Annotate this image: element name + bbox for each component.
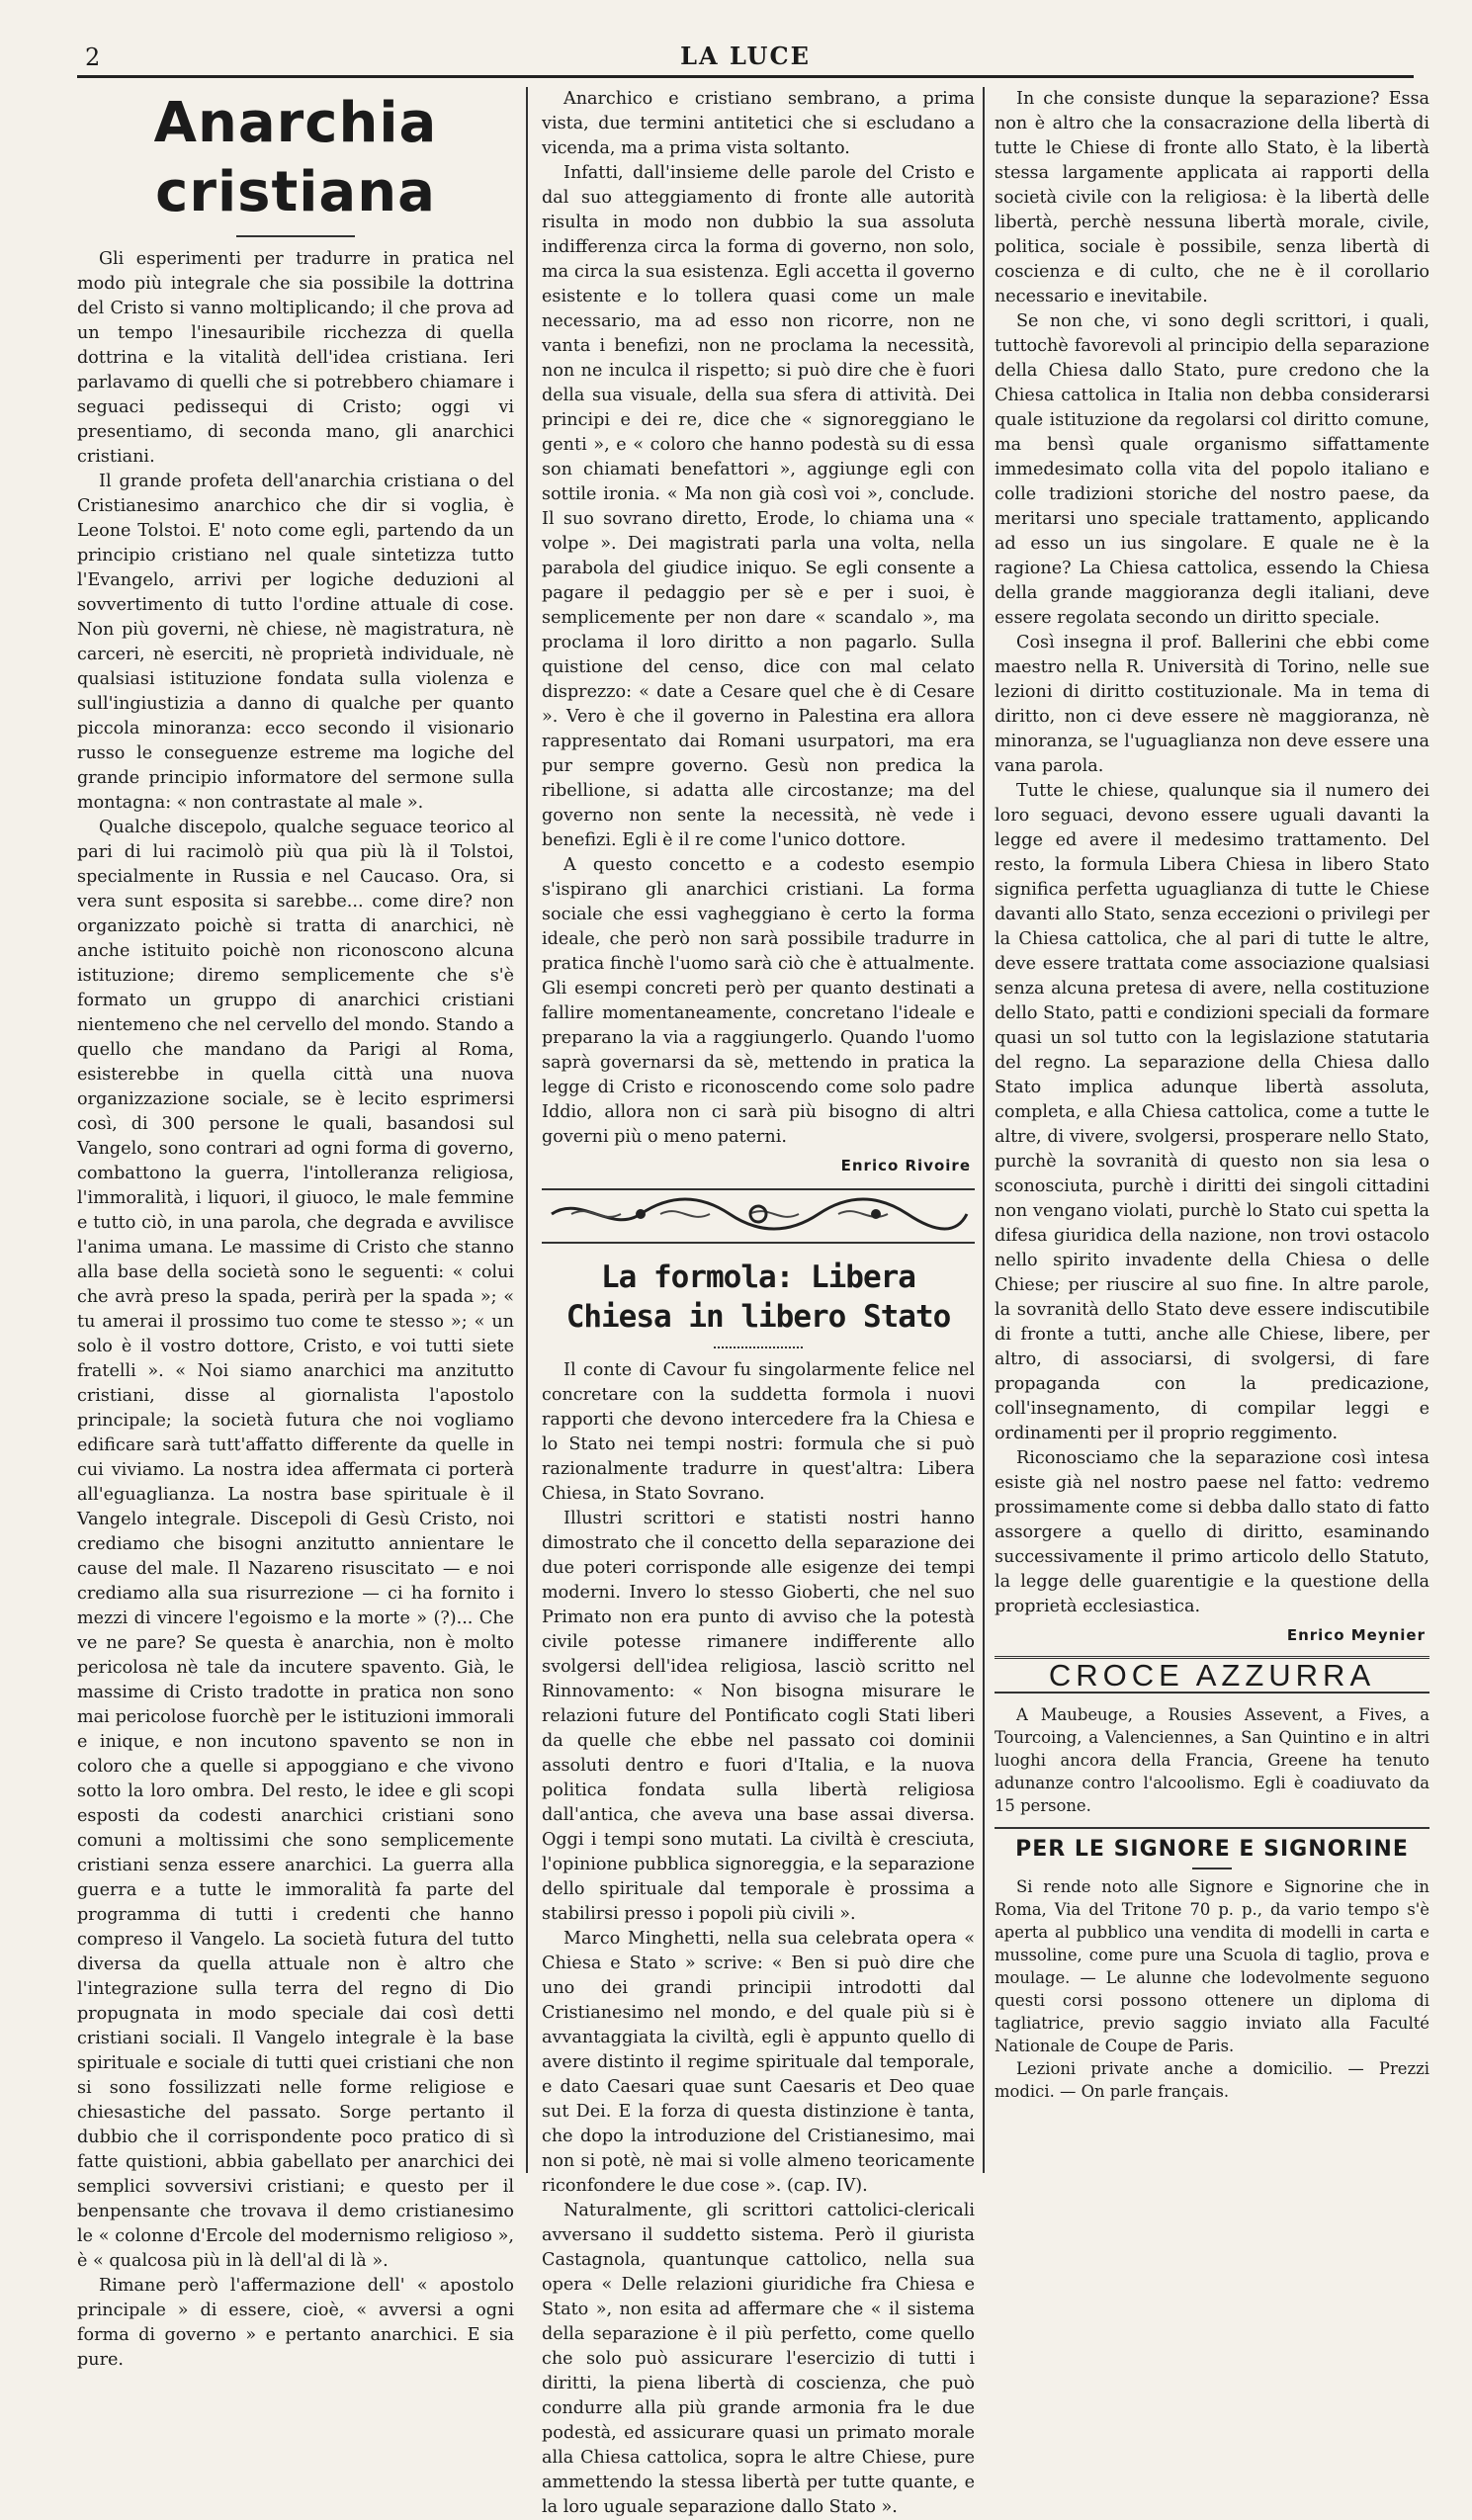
notice-title: PER LE SIGNORE E SIGNORINE — [995, 1827, 1429, 1862]
article-title: La formola: Libera Chiesa in libero Stato — [565, 1260, 951, 1335]
paragraph: Il conte di Cavour fu singolarmente felice nel concretare con la suddetta formola i nuovi rapporti che devono intercedere fra la Chiesa e lo Stato nei tempi nostri: formula che si può razionalmente tradurre in quest'altra: Libera Chiesa, in Stato Sovrano. — [542, 1360, 975, 1504]
signature: Enrico Rivoire — [840, 1157, 971, 1174]
ornament-divider — [542, 1188, 975, 1244]
paragraph: Se non che, vi sono degli scrittori, i quali, tuttochè favorevoli al principio della separazione della Chiesa dallo Stato, pure credono che la Chiesa cattolica in Italia non debba considerarsi quale istituzione da regolarsi col diritto comune, ma bensì quale organismo siffattamente immedesimato colla vita del popolo italiano e colle tradizioni storiche del nostro paese, da meritarsi uno speciale trattamento, applicando ad esso un ius singolare. E quale ne è la ragione? La Chiesa cattolica, essendo la Chiesa della grande maggioranza degli italiani, deve essere regolata secondo un diritto speciale. — [995, 311, 1429, 628]
column-divider — [526, 87, 528, 2173]
paragraph: Tutte le chiese, qualunque sia il numero dei loro seguaci, devono essere uguali davanti la legge ed avere il medesimo trattamento. Del resto, la formula Libera Chiesa in libero Stato significa perfetta uguaglianza di tutte le Chiese davanti allo Stato, senza eccezioni o privilegi per la Chiesa cattolica, che al pari di tutte le altre, deve essere trattata come associazione qualsiasi senza alcuna pretesa di avere, nella costituzione dello Stato, patti e condizioni speciali da formare quasi un sol tutto con la legislazione statutaria del regno. La separazione della Chiesa dallo Stato implica adunque libertà assoluta, completa, e alla Chiesa cattolica, come a tutte le altre, di vivere, svolgersi, prosperare nello Stato, purchè la sovranità di questo non sia lesa o sconosciuta, purchè i diritti dei singoli cittadini non vengano violati, purchè lo Stato cui spetta la difesa giuridica della nazione, non trovi ostacolo nello spirito invadente della Chiesa o delle Chiese; per riuscire al suo fine. In altre parole, la sovranità dello Stato deve essere indiscutibile di fronte a tutti, anche alle Chiese, libere, per altro, di associarsi, di svolgersi, di fare propaganda con la predicazione, coll'insegnamento, di compilar leggi e ordinamenti per il proprio reggimento. — [995, 781, 1429, 1443]
paragraph: Così insegna il prof. Ballerini che ebbi come maestro nella R. Università di Torino, nelle sue lezioni di diritto costituzionale. Ma in tema di diritto, non ci deve essere nè maggioranza, nè minoranza, se l'uguaglianza non deve essere una vana parola. — [995, 633, 1429, 776]
notice-text: A Maubeuge, a Rousies Assevent, a Fives, a Tourcoing, a Valenciennes, a San Quintino e in altri luoghi ancora della Francia, Greene ha tenuto adunanze contro l'alcoolismo. Egli è coadiuvato da 15 persone. — [995, 1705, 1429, 1815]
scroll-ornament-icon — [542, 1190, 975, 1238]
paragraph: In che consiste dunque la separazione? Essa non è altro che la consacrazione della libertà di tutte le Chiese di fronte allo Stato, è la libertà stessa largamente applicata ai rapporti della società civile con la religiosa: è la libertà delle libertà, perchè nessuna libertà morale, civile, politica, sociale è possibile, senza libertà di coscienza e di culto, che ne è il corollario necessario e inevitabile. — [995, 89, 1429, 306]
paragraph: Illustri scrittori e statisti nostri hanno dimostrato che il concetto della separazione dei due poteri corrisponde alle esigenze dei tempi moderni. Invero lo stesso Gioberti, che nel suo Primato non era punto di avviso che la potestà civile potesse rimanere indifferente allo svolgersi dell'idea religiosa, lasciò scritto nel Rinnovamento: « Non bisogna misurare le relazioni future del Pontificato cogli Stati liberi da quelle che ebbe nel passato coi dominii assoluti dentro e fuori d'Italia, e la nuova politica fondata sulla libertà religiosa dall'antica, che aveva una base assai diversa. Oggi i tempi sono mutati. La civiltà è cresciuta, l'opinione pubblica signoreggia, e la separazione dello spirituale dal temporale è prossima a stabilirsi presso i popoli più civili ». — [542, 1509, 975, 1924]
page-number: 2 — [85, 43, 101, 71]
paragraph: Riconosciamo che la separazione così intesa esiste già nel nostro paese nel fatto: vedremo prossimamente come si debba dallo stato di fatto assorgere a quello di diritto, esaminando successivamente il primo articolo dello Statuto, la legge delle guarentigie e la questione della proprietà ecclesiastica. — [995, 1448, 1429, 1616]
column-1 — [77, 87, 514, 2370]
signature: Enrico Meynier — [1286, 1626, 1426, 1644]
column-3 — [995, 87, 1429, 2173]
title-rule — [1192, 1868, 1232, 1869]
masthead: LA LUCE — [680, 42, 811, 70]
title-rule — [236, 227, 355, 237]
paragraph: Marco Minghetti, nella sua celebrata opera « Chiesa e Stato » scrive: « Ben si può dire che uno dei grandi principii introdotti dal Cristianesimo nel mondo, e del quale più si è avvantaggiata la civiltà, egli è appunto quello di avere distinto il regime spirituale dal temporale, e dato Caesari quae sunt Caesaris et Deo quae sut Dei. E la forza di questa distinzione è tanta, che dopo la introduzione del Cristianesimo, mai non si potè, nè mai si volle almeno teoricamente riconfondere le due cose ». (cap. IV). — [542, 1929, 975, 2196]
notice-text: Si rende noto alle Signore e Signorine che in Roma, Via del Tritone 70 p. p., da vario tempo s'è aperta al pubblico una vendita di modelli in carta e mussoline, come pure una Scuola di taglio, prova e moulage. — Le alunne che lodevolmente seguono questi corsi possono ottenere un diploma di tagliatrice, previo saggio inviato alla Faculté Nationale de Coupe de Paris. — [995, 1877, 1429, 2055]
paragraph: Anarchico e cristiano sembrano, a prima vista, due termini antitetici che si escludano a vicenda, ma a prima vista soltanto. — [542, 89, 975, 158]
paragraph: Gli esperimenti per tradurre in pratica nel modo più integrale che sia possibile la dottrina del Cristo si vanno moltiplicando; il che prova ad un tempo l'inesauribile ricchezza di quella dottrina e la vitalità dell'idea cristiana. Ieri parlavamo di quelli che si potrebbero chiamare i seguaci pedissequi di Cristo; oggi vi presentiamo, di seconda mano, gli anarchici cristiani. — [77, 249, 514, 467]
paragraph: Il grande profeta dell'anarchia cristiana o del Cristianesimo anarchico che dir si voglia, è Leone Tolstoi. E' noto come egli, partendo da un principio cristiano nel quale sintetizza tutto l'Evangelo, arrivi per logiche deduzioni al sovvertimento di tutto l'ordine attuale di cose. Non più governi, nè chiese, nè magistratura, nè carceri, nè eserciti, nè proprietà individuale, nè qualsiasi istituzione fondata sulla violenza e sull'ingiustizia a danno di qualche per quanto piccola minoranza: ecco secondo il visionario russo le conseguenze estreme ma logiche del grande principio informatore del sermone sulla montagna: « non contrastate al male ». — [77, 472, 514, 813]
column-2 — [542, 87, 975, 2517]
paragraph: Naturalmente, gli scrittori cattolici-clericali avversano il suddetto sistema. Però il giurista Castagnola, quantunque cattolico, nella sua opera « Delle relazioni giuridiche fra Chiesa e Stato », non esita ad affermare che « il sistema della separazione è il più perfetto, come quello che solo può assicurare l'esercizio di tutti i diritti, la piena libertà di coscienza, che può condurre alla più grande armonia fra le due podestà, ed assicurare quasi un primato morale alla Chiesa cattolica, sopra le altre Chiese, pure ammettendo la stessa libertà per tutte quante, e la loro uguale separazione dallo Stato ». — [542, 2201, 975, 2517]
paragraph: Infatti, dall'insieme delle parole del Cristo e dal suo atteggiamento di fronte alle autorità risulta in modo non dubbio la sua assoluta indifferenza circa la forma di governo, non solo, ma circa la sua esistenza. Egli accetta il governo esistente e lo tollera quasi come un male necessario, ma ad esso non ricorre, non ne vanta i benefizi, non ne proclama la necessità, non ne inculca il rispetto; si può dire che è fuori della sua visuale, della sua sfera di attività. Dei principi e dei re, dice che « signoreggiano le genti », e « coloro che hanno podestà su di essa son chiamati benefattori », aggiunge egli con sottile ironia. « Ma non già così voi », conclude. Il suo sovrano diretto, Erode, lo chiama una « volpe ». Dei magistrati parla una volta, nella parabola del giudice iniquo. Se egli consente a pagare il pedaggio per sè e per i suoi, è semplicemente per non dare « scandalo », ma proclama il loro diritto a non pagarlo. Sulla quistione del censo, dice con mal celato disprezzo: « date a Cesare quel che è di Cesare ». Vero è che il governo in Palestina era allora rappresentato dai Romani usurpatori, ma era pur sempre governo. Gesù non predica la ribellione, si adatta alle circostanze; ma del governo non sente la necessità, nè vede i benefizi. Egli è il re come l'unico dottore. — [542, 163, 975, 850]
paragraph: Qualche discepolo, qualche seguace teorico al pari di lui racimolò più qua più là il Tolstoi, specialmente in Russia e nel Caucaso. Ora, si vera sunt esposita si sarebbe... come dire? non organizzato poichè si tratta di anarchici, nè anche istituito poichè non riconoscono alcuna istituzione; diremo semplicemente che s'è formato un gruppo di anarchici cristiani nientemeno che nel cervello del mondo. Stando a quello che mandano da Parigi al Roma, esisterebbe in quella città una nuova organizzazione sociale, se è lecito esprimersi così, di 300 persone le quali, basandosi sul Vangelo, sono contrari ad ogni forma di governo, combattono la guerra, l'intolleranza religiosa, l'immoralità, i liquori, il giuoco, le male femmine e tutto ciò, in una parola, che degrada e avvilisce l'anima umana. Le massime di Cristo che stanno alla base della società sono le seguenti: « colui che avrà preso la spada, perirà per la spada »; « tu amerai il prossimo tuo come te stesso »; « un solo è il vostro dottore, Cristo, e voi tutti siete fratelli ». « Noi siamo anarchici ma anzitutto cristiani, disse al giornalista l'apostolo principale; la società futura che noi vogliamo edificare sarà tutt'affatto differente da quelle in cui viviamo. La nostra idea affermata ci porterà all'eguaglianza. La nostra base spirituale è il Vangelo integrale. Discepoli di Gesù Cristo, noi crediamo che bisogni anzitutto annientare le cause del male. Il Nazareno risuscitato — e noi crediamo alla sua risurrezione — ci ha fornito i mezzi di vincere l'egoismo e la morte » (?)... Che ve ne pare? Se questa è anarchia, non è molto pericolosa nè tale da incutere spavento. Già, le massime di Cristo tradotte in pratica non sono mai pericolose fuorchè per le istituzioni immorali e inique, e non incutono spavento se non in coloro che a quelle si appoggiano e che vivono sotto la loro ombra. Del resto, le idee e gli scopi esposti da codesti anarchici cristiani sono comuni a moltissimi che sono semplicemente cristiani senza essere anarchici. La guerra alla guerra e a tutte le immoralità fa parte del programma di tutti i credenti che hanno compreso il Vangelo. La società futura del tutto diversa da quella attuale non è altro che l'integrazione sulla terra del regno di Dio propugnata in modo speciale dai così detti cristiani sociali. Il Vangelo integrale è la base spirituale e sociale di tutti quei cristiani che non si sono fossilizzati nelle forme religiose e chiesastiche del passato. Sorge pertanto il dubbio che il corrispondente poco pratico di sì fatte quistioni, abbia gabellato per anarchici dei semplici sovversivi cristiani; e questo per il benpensante che trovava il demo cristianesimo le « colonne d'Ercole del modernismo religioso », è « qualcosa più in là dell'al di là ». — [77, 818, 514, 2271]
page-header — [77, 40, 1414, 78]
paragraph: Rimane però l'affermazione dell' « apostolo principale » di essere, cioè, « avversi a ogni forma di governo » e pertanto anarchici. E sia pure. — [77, 2276, 514, 2370]
notice-text: Lezioni private anche a domicilio. — Prezzi modici. — On parle français. — [995, 2059, 1429, 2101]
article-title: Anarchia cristiana — [153, 91, 438, 224]
paragraph: A questo concetto e a codesto esempio s'ispirano gli anarchici cristiani. La forma sociale che essi vagheggiano è certo la forma ideale, che però non sarà possibile tradurre in pratica finchè l'uomo sarà ciò che è attualmente. Gli esempi concreti però per quanto destinati a fallire momentaneamente, concretano l'ideale e preparano la via a raggiungerlo. Quando l'uomo saprà governarsi da sè, mettendo in pratica la legge di Cristo e riconoscendo come solo padre Iddio, allora non ci sarà più bisogno di altri governi più o meno paterni. — [542, 855, 975, 1147]
notice-title: CROCE AZZURRA — [995, 1656, 1429, 1694]
title-rule — [714, 1341, 803, 1348]
column-divider — [983, 87, 985, 2173]
